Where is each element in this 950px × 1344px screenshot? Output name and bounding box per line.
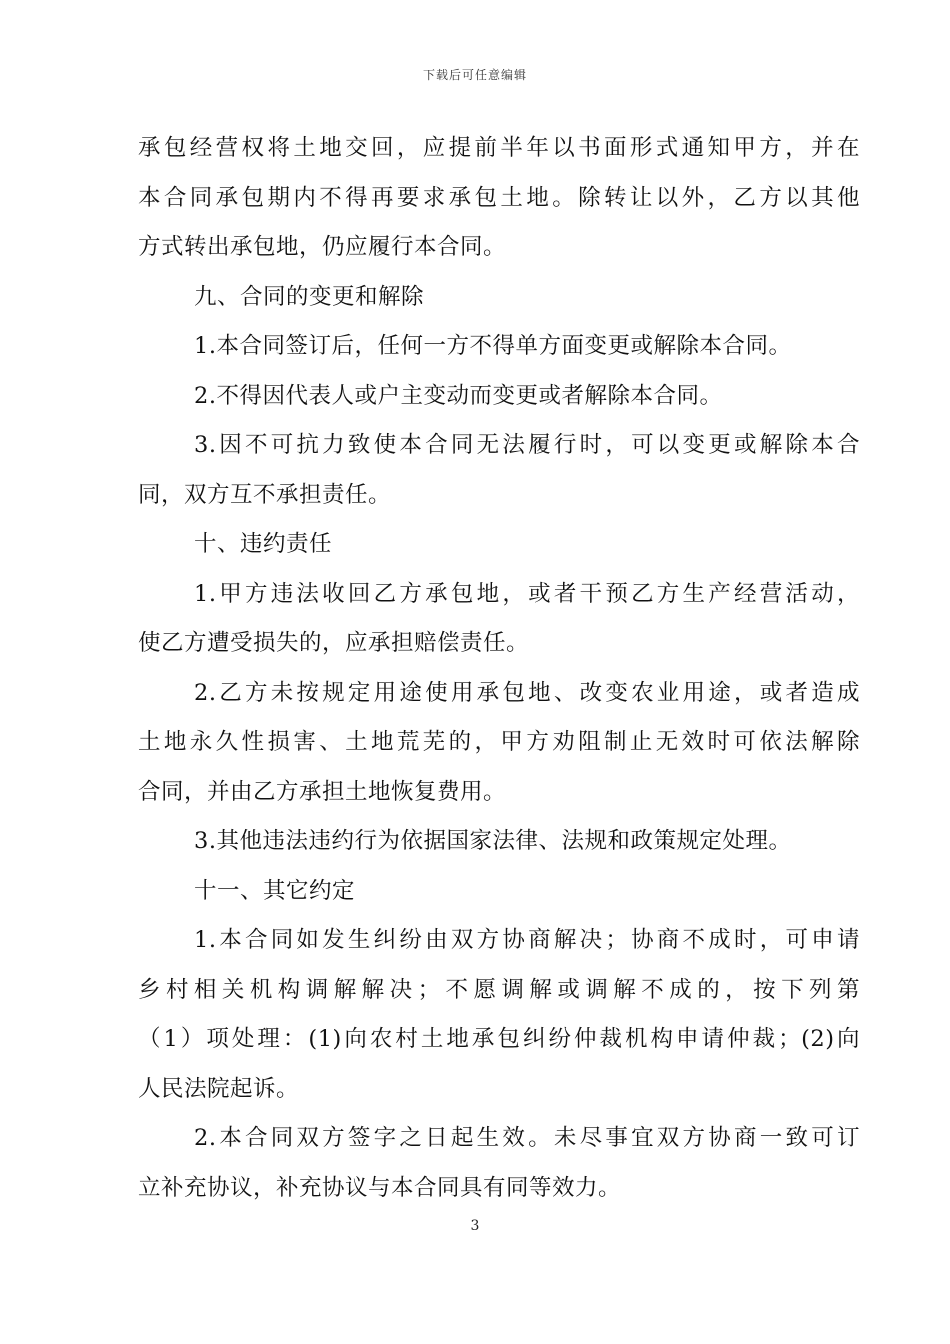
document-body [138, 124, 860, 1213]
text-line: 1.本合同如发生纠纷由双方协商解决；协商不成时，可申请 [194, 927, 860, 953]
text-line: 1.本合同签订后，任何一方不得单方面变更或解除本合同。 [194, 333, 792, 359]
text-line: 人民法院起诉。 [138, 1075, 300, 1102]
text-line: 合同，并由乙方承担土地恢复费用。 [138, 778, 507, 805]
page-header: 下载后可任意编辑 [422, 68, 527, 82]
text-line: 1.甲方违法收回乙方承包地，或者干预乙方生产经营活动， [194, 580, 860, 607]
text-line: 方式转出承包地，仍应履行本合同。 [138, 234, 507, 260]
page-number: 3 [470, 1218, 480, 1234]
text-line: 土地永久性损害、土地荒芜的，甲方劝阻制止无效时可依法解除 [138, 729, 860, 755]
section-heading-9: 九、合同的变更和解除 [194, 283, 425, 310]
text-line: （1）项处理：(1)向农村土地承包纠纷仲裁机构申请仲裁；(2)向 [138, 1026, 860, 1052]
text-line: 承包经营权将土地交回，应提前半年以书面形式通知甲方，并在 [138, 135, 860, 161]
text-line: 乡村相关机构调解解决；不愿调解或调解不成的，按下列第 [138, 976, 860, 1003]
text-line: 2.乙方未按规定用途使用承包地、改变农业用途，或者造成 [194, 679, 860, 706]
text-line: 同，双方互不承担责任。 [138, 481, 392, 508]
text-line: 3.因不可抗力致使本合同无法履行时，可以变更或解除本合 [194, 432, 860, 458]
section-heading-11: 十一、其它约定 [194, 877, 356, 904]
text-line: 使乙方遭受损失的，应承担赔偿责任。 [138, 630, 530, 656]
text-line: 2.本合同双方签字之日起生效。未尽事宜双方协商一致可订 [194, 1125, 860, 1151]
text-line: 3.其他违法违约行为依据国家法律、法规和政策规定处理。 [194, 828, 792, 854]
text-line: 2.不得因代表人或户主变动而变更或者解除本合同。 [194, 382, 723, 409]
section-heading-10: 十、违约责任 [194, 531, 333, 557]
text-line: 本合同承包期内不得再要求承包土地。除转让以外，乙方以其他 [138, 184, 860, 211]
text-line: 立补充协议，补充协议与本合同具有同等效力。 [138, 1174, 622, 1201]
